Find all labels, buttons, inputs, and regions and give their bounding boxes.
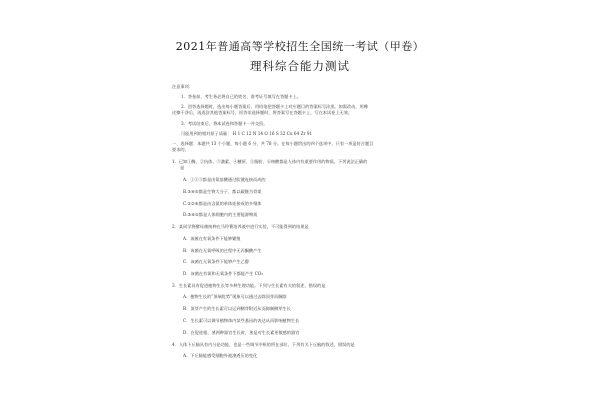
question-4-option-a: A．下丘脑能感受细胞外液渗透压的变化: [183, 353, 258, 359]
question-3-stem: 3．生长素具有促进植物生长等多种生理功能。下列与生长素有关的叙述，错误的是: [172, 282, 326, 288]
question-1-stem-cont: 是: [180, 165, 185, 171]
note-item-2-cont: 皮擦干净后，再选涂其他答案标号。回答非选择题时，将答案写在答题卡上，写在本试卷上无效。: [172, 110, 353, 116]
exam-subtitle: 理科综合能力测试: [250, 59, 350, 73]
atomic-masses: 可能用到的相对原子质量： H 1 C 12 N 14 O 16 S 32 Cu 64 Zr 91: [181, 130, 313, 136]
section-heading: 一、选择题：本题共 13 个小题，每小题 6 分，共 78 分。在每小题给出的四个选项中，只有一项是符合题目: [172, 140, 374, 146]
notes-heading: 注意事项：: [172, 84, 193, 89]
question-1-option-a: A．①②③都是由氨基酸通过肽键连接而成的: [183, 176, 266, 182]
note-item-2: 2．回答选择题时，选出每小题答案后，用铅笔把答题卡上对应题目的答案标号涂黑。如需改动，用橡: [181, 104, 368, 110]
question-3-option-c: C．生长素可以调节植物体内某些基因的表达从而影响植物生长: [183, 318, 300, 324]
exam-title: 2021年普通高等学校招生全国统一考试（甲卷）: [175, 40, 425, 53]
question-3-option-a: A．植物生长的“顶端优势”现象可以通过去除顶芽而解除: [183, 294, 287, 300]
exam-body: [172, 84, 440, 365]
question-2-option-a: A．该菌在有氧条件下能够繁殖: [183, 235, 241, 241]
question-3-option-b: B．顶芽产生的生长素可以运到侧芽附近从而抑制侧芽生长: [183, 306, 291, 312]
question-4-stem: 4．人体下丘脑具有内分泌功能，也是一些调节中枢的所在部位，下列有关下丘脑的叙述，错误的是: [172, 341, 355, 347]
question-2-stem: 2．某同学将酵母菌接种在马铃薯培养液中进行实验，不可能得到的结果是: [172, 224, 309, 230]
section-heading-cont: 要求的。: [172, 146, 189, 152]
question-3-option-d: D．在促进根、茎两种器官生长时，茎是对生长素更敏感的器官: [183, 329, 300, 335]
question-1-option-b: B.③④⑤都是生物大分子，都以碳链为骨架: [183, 188, 262, 194]
question-1-option-c: C.①②⑥都是由含氮的单体连接成的多聚体: [183, 200, 262, 206]
note-item-1: 1．答卷前，考生务必将自己的姓名、准考证号填写在答题卡上。: [181, 94, 301, 100]
note-item-3: 3．考试结束后，将本试卷和答题卡一并交回。: [181, 120, 268, 126]
question-2-option-b: B．该菌在无氧呼吸的过程中无丙酮酸产生: [183, 247, 262, 253]
question-1-option-d: D.③④⑤都是人体细胞内的主要能源物质: [183, 212, 258, 218]
question-1-stem: 1．已知①酶、②抗体、③激素、④糖原、⑤脂肪、⑥核酸都是人体内有重要作用的物质。下列说法正确的: [172, 159, 368, 165]
question-2-option-c: C．该菌在无氧条件下能够产生乙醇: [183, 259, 250, 265]
question-2-option-d: D．该菌在有氧和无氧条件下都能产生 CO₂: [183, 271, 264, 277]
